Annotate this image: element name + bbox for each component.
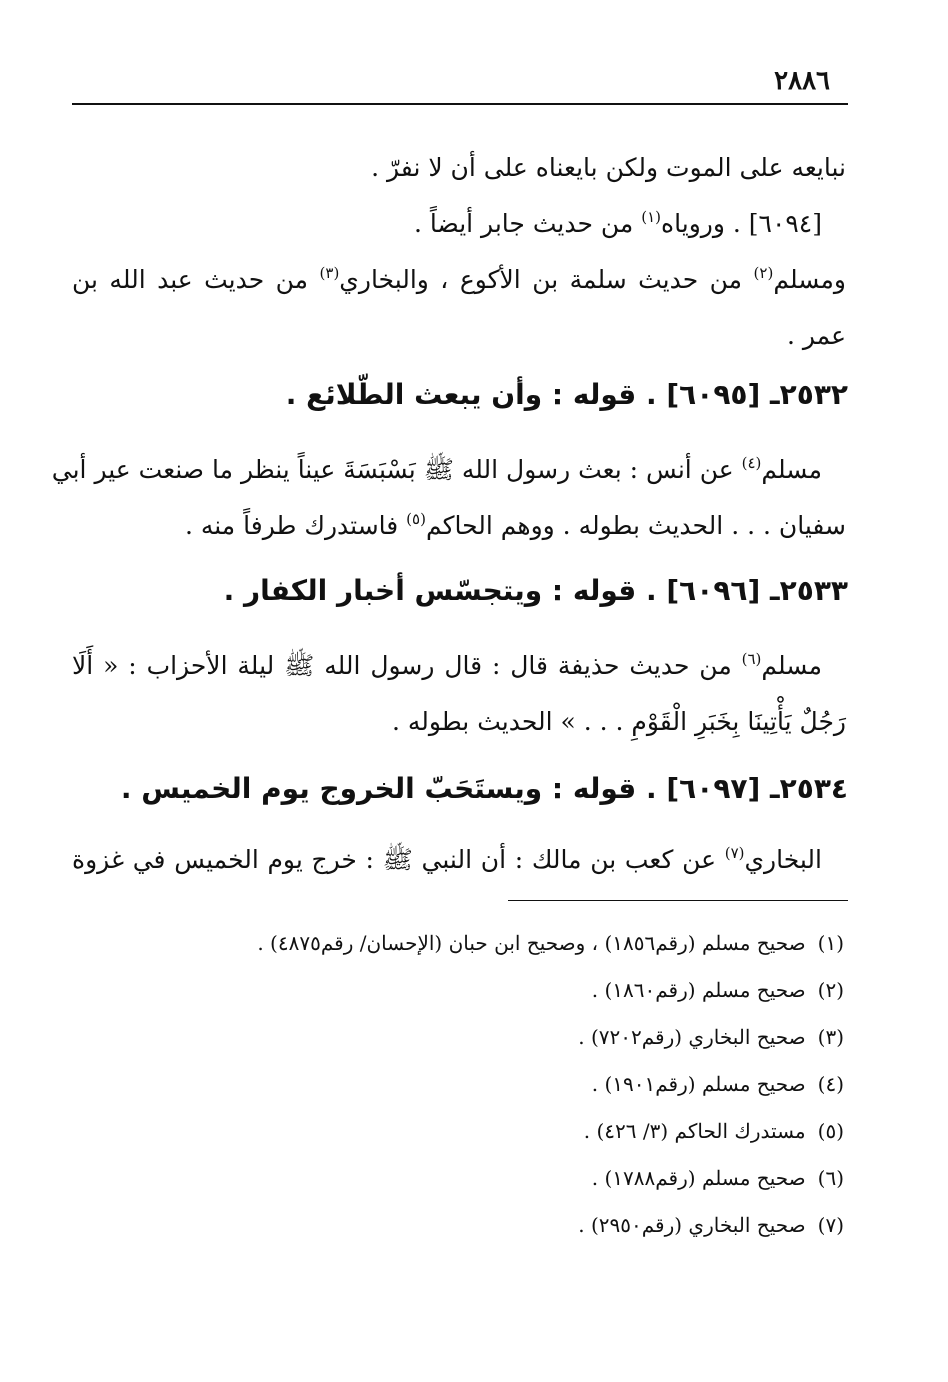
footnote-2 — [257, 967, 844, 1014]
section-2533-line-1 — [72, 638, 846, 694]
footnote-text: مستدرك الحاكم (٣/ ٤٢٦) . — [583, 1119, 806, 1143]
intro-line-3-text-a: ومسلم — [773, 265, 846, 294]
footnote-6 — [257, 1155, 844, 1202]
footnote-number: (٥) — [817, 1119, 844, 1143]
page-number: ٢٨٨٦ — [774, 66, 830, 96]
footnote-7 — [257, 1202, 844, 1249]
footnote-ref-7[interactable]: (٧) — [724, 844, 745, 862]
footnote-number: (٦) — [817, 1166, 844, 1190]
section-2532-line-2 — [72, 498, 846, 554]
footnote-text: صحيح مسلم (رقم١٨٦٠) . — [591, 978, 806, 1002]
intro-line-2 — [72, 196, 846, 252]
intro-line-2-text-b: من حديث جابر أيضاً . — [414, 209, 642, 238]
section-2532-line-1 — [51, 442, 846, 498]
footnote-ref-5[interactable]: (٥) — [406, 510, 426, 528]
footnote-rule — [508, 900, 848, 901]
section-body-2533 — [72, 638, 846, 750]
intro-line-3-text-b: من حديث سلمة بن الأكوع ، والبخاري — [339, 265, 754, 294]
footnote-text: صحيح مسلم (رقم١٨٥٦) ، وصحيح ابن حبان (الإحسان/ رقم٤٨٧٥) . — [257, 931, 806, 955]
section-heading-2532: ٢٥٣٢ـ [٦٠٩٥] . قوله : وأن يبعث الطّلائع . — [285, 378, 848, 411]
footnotes-list — [257, 920, 844, 1249]
footnote-text: صحيح البخاري (رقم٧٢٠٢) . — [578, 1025, 806, 1049]
header-rule — [72, 103, 848, 105]
section-2533-text-b: من حديث حذيفة قال : قال رسول الله ﷺ ليلة الأحزاب : « أَلَا — [72, 651, 742, 680]
section-body-2532 — [51, 442, 846, 554]
footnote-number: (٤) — [817, 1072, 844, 1096]
footnote-ref-1[interactable]: (١) — [641, 208, 662, 226]
footnote-ref-4[interactable]: (٤) — [741, 454, 762, 472]
section-heading-2534: ٢٥٣٤ـ [٦٠٩٧] . قوله : ويستَحَبّ الخروج يوم الخميس . — [120, 772, 848, 805]
section-2533-line-2: رَجُلٌ يَأْتِينَا بِخَبَرِ الْقَوْمِ . . . » الحديث بطوله . — [391, 707, 846, 736]
footnote-number: (٢) — [817, 978, 844, 1002]
section-2532-text-d: فاستدرك طرفاً منه . — [184, 511, 407, 540]
footnote-ref-6[interactable]: (٦) — [741, 650, 762, 668]
footnote-1 — [257, 920, 844, 967]
footnote-5 — [257, 1108, 844, 1155]
footnote-number: (٣) — [817, 1025, 844, 1049]
footnote-3 — [257, 1014, 844, 1061]
footnote-ref-2[interactable]: (٢) — [753, 264, 774, 282]
footnote-4 — [257, 1061, 844, 1108]
section-2532-text-c: سفيان . . . الحديث بطوله . ووهم الحاكم — [425, 511, 846, 540]
intro-line-3-text-c: من حديث عبد الله بن — [72, 265, 320, 294]
section-2534-text-a: البخاري — [744, 845, 822, 874]
footnote-text: صحيح مسلم (رقم١٧٨٨) . — [591, 1166, 806, 1190]
section-2534-line-1 — [72, 832, 846, 888]
footnote-text: صحيح البخاري (رقم٢٩٥٠) . — [578, 1213, 806, 1237]
intro-line-2-text-a: [٦٠٩٤] . وروياه — [661, 209, 822, 238]
section-body-2534 — [72, 832, 846, 888]
intro-line-4: عمر . — [786, 321, 846, 350]
footnote-number: (١) — [817, 931, 844, 955]
footnote-text: صحيح مسلم (رقم١٩٠١) . — [591, 1072, 806, 1096]
section-heading-2533: ٢٥٣٣ـ [٦٠٩٦] . قوله : ويتجسّس أخبار الكفار . — [223, 574, 848, 607]
section-2534-text-b: عن كعب بن مالك : أن النبي ﷺ : خرج يوم الخميس في غزوة — [72, 845, 725, 874]
footnote-number: (٧) — [817, 1213, 844, 1237]
intro-paragraph — [72, 140, 846, 364]
section-2532-text-b: عن أنس : بعث رسول الله ﷺ بَسْبَسَةَ عيناً ينظر ما صنعت عير أبي — [51, 455, 742, 484]
section-2533-text-a: مسلم — [761, 651, 822, 680]
footnote-ref-3[interactable]: (٣) — [319, 264, 340, 282]
intro-line-3 — [72, 252, 846, 308]
intro-line-1: نبايعه على الموت ولكن بايعناه على أن لا نفرّ . — [371, 153, 846, 182]
section-2532-text-a: مسلم — [761, 455, 822, 484]
